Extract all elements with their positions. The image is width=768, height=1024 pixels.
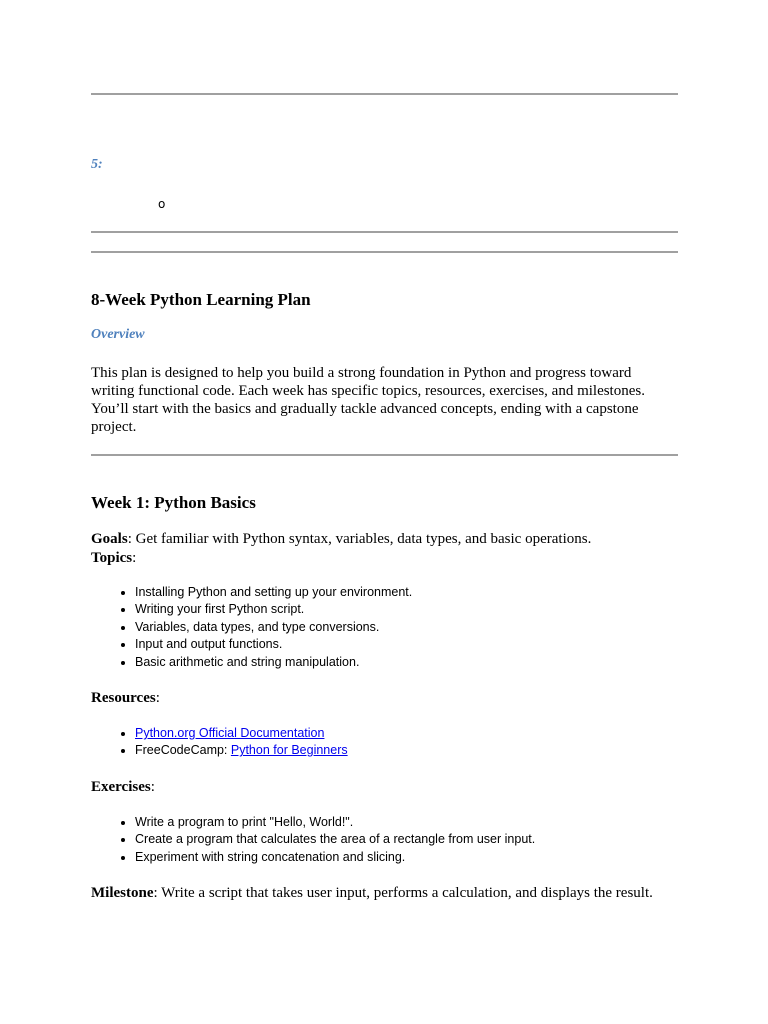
list-item: • Write a program to print "Hello, World!". <box>135 814 535 831</box>
goals-label: Goals <box>91 531 128 547</box>
python-for-beginners-link[interactable]: Python for Beginners <box>230 743 348 758</box>
document-title: 8-Week Python Learning Plan <box>91 290 311 309</box>
list-item <box>135 725 348 742</box>
resources-list <box>91 725 348 760</box>
list-item: • Basic arithmetic and string manipulation. <box>135 654 412 671</box>
list-item: • Create a program that calculates the area of a rectangle from user input. <box>135 831 535 848</box>
topics-list <box>91 584 412 671</box>
milestone-line <box>91 884 653 903</box>
resources-line <box>91 689 160 708</box>
python-docs-link[interactable]: Python.org Official Documentation <box>135 726 325 740</box>
exercises-list <box>91 814 535 866</box>
exercises-label: Exercises <box>91 779 151 795</box>
resources-label: Resources <box>91 690 156 706</box>
list-item: • Writing your first Python script. <box>135 601 412 618</box>
overview-heading: Overview <box>91 327 145 342</box>
horizontal-rule <box>91 93 678 95</box>
goals-text: : Get familiar with Python syntax, variables, data types, and basic operations. <box>127 531 592 547</box>
horizontal-rule <box>91 231 678 233</box>
topics-label: Topics <box>91 550 133 566</box>
list-item: • Experiment with string concatenation and slicing. <box>135 849 535 866</box>
overview-paragraph: This plan is designed to help you build a strong foundation in Python and progress toward writing functional code. Each week has specific topics, resources, exercises, and milestones. You’ll start with the basics and gradually tackle advanced concepts, ending with a capstone project. <box>91 365 645 435</box>
list-item: • Installing Python and setting up your environment. <box>135 584 412 601</box>
section-number-heading: 5: <box>91 157 103 172</box>
exercises-line <box>91 778 155 797</box>
list-item: • Variables, data types, and type conversions. <box>135 619 412 636</box>
resource-prefix: FreeCodeCamp: <box>135 743 231 758</box>
list-item <box>135 742 348 759</box>
topics-suffix: : <box>132 550 137 566</box>
milestone-label: Milestone <box>91 885 154 901</box>
topics-line <box>91 549 136 568</box>
resources-suffix: : <box>155 690 160 706</box>
exercises-suffix: : <box>150 779 155 795</box>
list-item: • Input and output functions. <box>135 636 412 653</box>
milestone-text: : Write a script that takes user input, performs a calculation, and displays the result. <box>153 885 653 901</box>
horizontal-rule <box>91 454 678 456</box>
week1-heading: Week 1: Python Basics <box>91 493 256 512</box>
circle-bullet: o <box>158 197 166 211</box>
goals-line <box>91 530 591 549</box>
document-page <box>91 0 678 1024</box>
horizontal-rule <box>91 251 678 253</box>
